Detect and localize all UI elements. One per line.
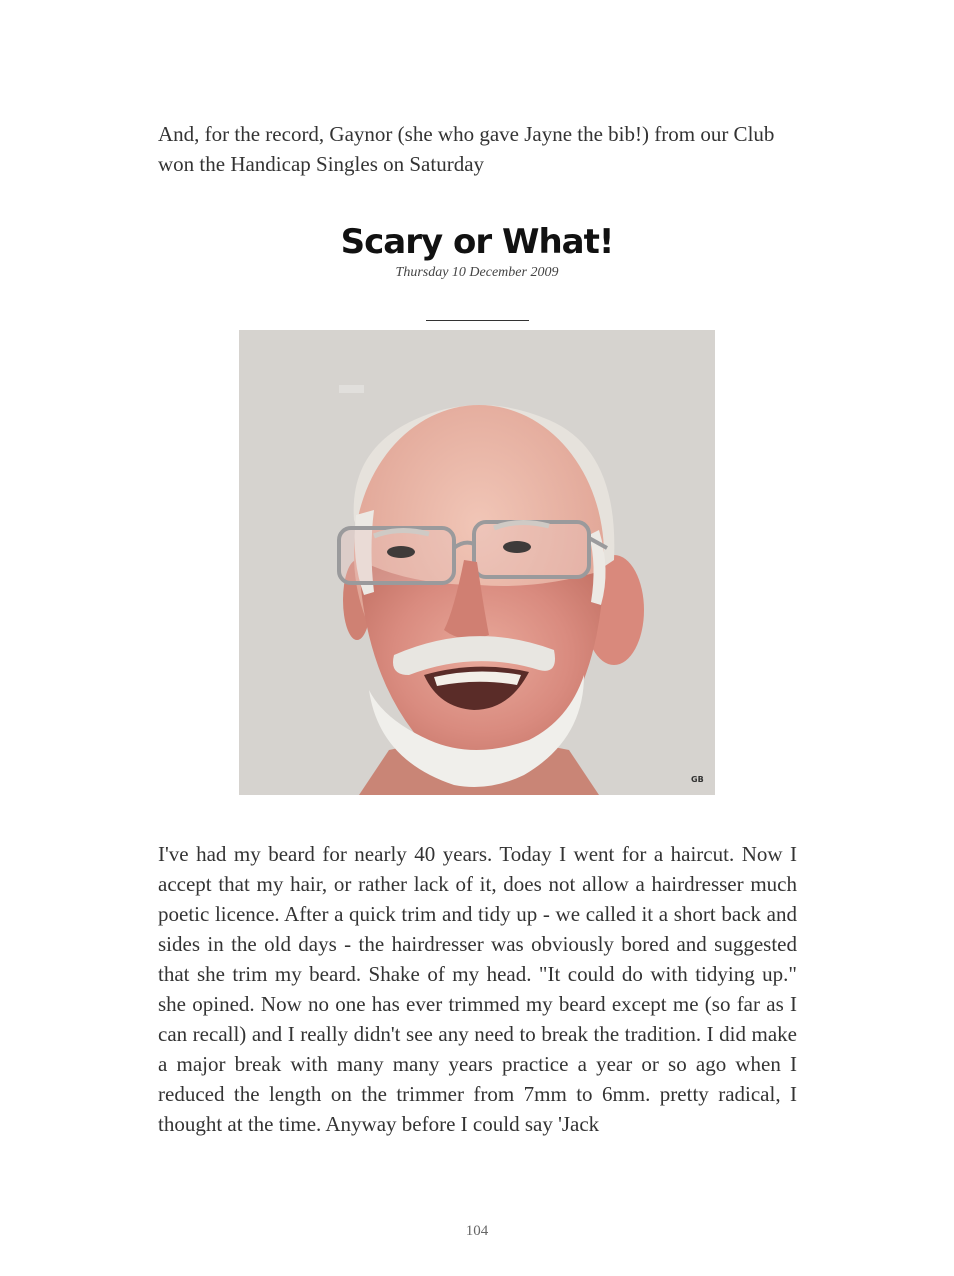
intro-paragraph: And, for the record, Gaynor (she who gave Jayne the bib!) from our Club won the Handicap Singles on Saturday: [158, 122, 775, 176]
portrait-photo: [239, 330, 715, 795]
photo-watermark: GB: [691, 775, 704, 784]
post-date: Thursday 10 December 2009: [395, 265, 559, 280]
post-title: Scary or What!: [340, 222, 614, 262]
portrait-illustration: [239, 330, 715, 795]
title-divider: [426, 320, 529, 321]
page-number: 104: [465, 1223, 489, 1239]
body-paragraph: I've had my beard for nearly 40 years. Today I went for a haircut. Now I accept that my hair, or rather lack of it, does not allow a hairdresser much poetic licence. After a quick trim and tidy up - we called it a short back and sides in the old days - the hairdresser was obviously bored and suggested that she trim my beard. Shake of my head. "It could do with tidying up." she opined. Now no one has ever trimmed my beard except me (so far as I can recall) and I really didn't see any need to break the tradition. I did make a major break with many many years practice a year or so ago when I reduced the length on the trimmer from 7mm to 6mm. pretty radical, I thought at the time. Anyway before I could say 'Jack: [158, 842, 797, 1136]
